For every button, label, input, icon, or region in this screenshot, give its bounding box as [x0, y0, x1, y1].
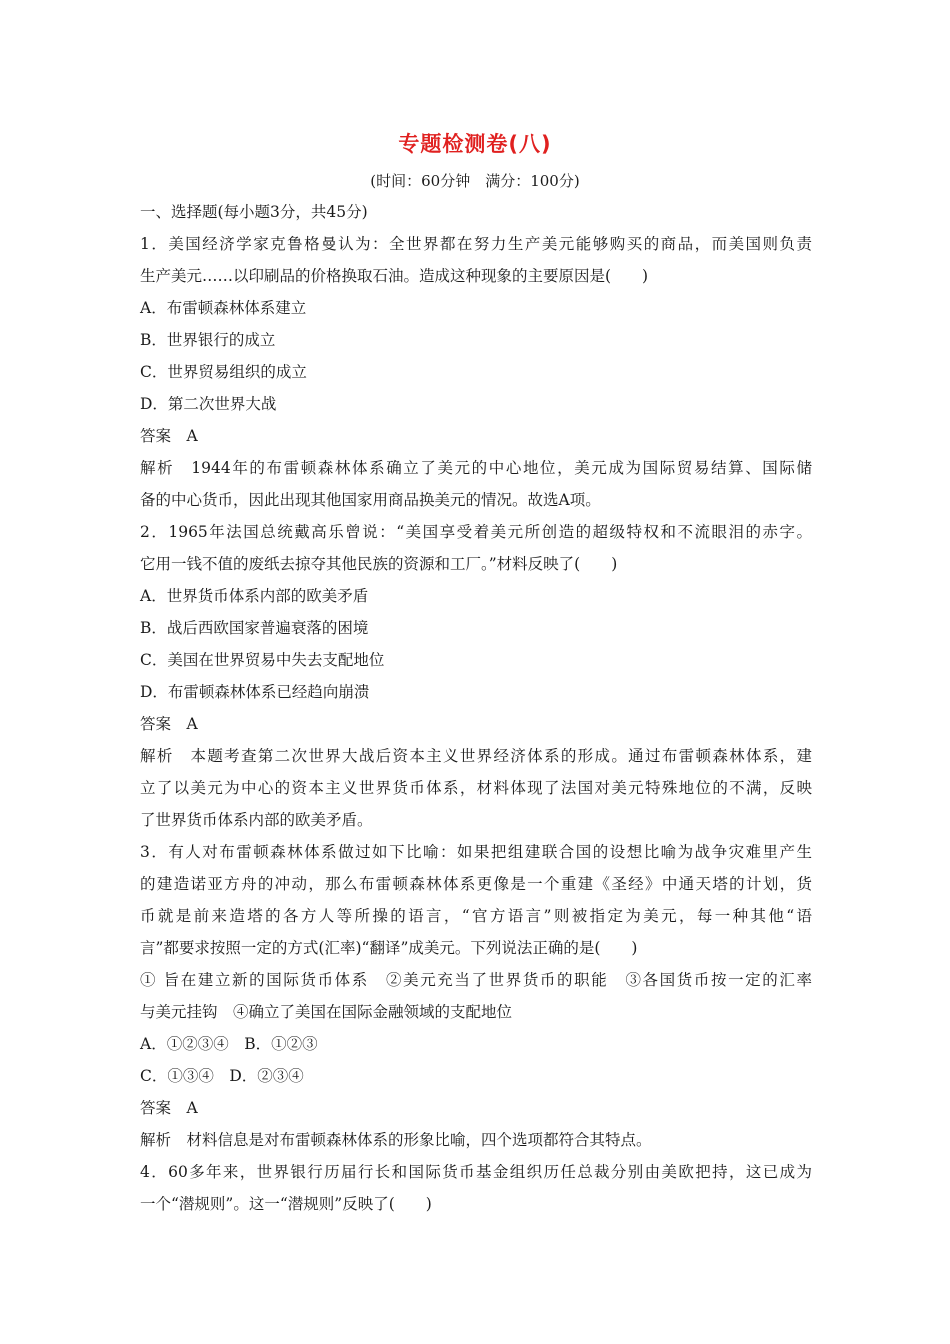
option-line: C．美国在世界贸易中失去支配地位: [140, 651, 385, 669]
text-line: 的建造诺亚方舟的冲动，那么布雷顿森林体系更像是一个重建《圣经》中通天塔的计划，货: [140, 875, 812, 893]
text-line: 一个“潜规则”。这一“潜规则”反映了( ): [140, 1195, 432, 1213]
analysis-line: 了世界货币体系内部的欧美矛盾。: [140, 811, 373, 829]
document-subtitle: (时间：60分钟 满分：100分): [370, 172, 580, 190]
option-line: B．战后西欧国家普遍衰落的困境: [140, 619, 369, 637]
section-heading: 一、选择题(每小题3分，共45分): [140, 203, 368, 221]
option-line: C．世界贸易组织的成立: [140, 363, 307, 381]
analysis-line: 解析 材料信息是对布雷顿森林体系的形象比喻，四个选项都符合其特点。: [140, 1131, 652, 1149]
answer-line: 答案 A: [140, 427, 198, 445]
text-line: 与美元挂钩 ④确立了美国在国际金融领域的支配地位: [140, 1003, 513, 1021]
option-line: B．世界银行的成立: [140, 331, 276, 349]
text-line: 3．有人对布雷顿森林体系做过如下比喻：如果把组建联合国的设想比喻为战争灾难里产生: [140, 843, 812, 861]
option-line: A．世界货币体系内部的欧美矛盾: [140, 587, 369, 605]
option-line: C．①③④ D．②③④: [140, 1067, 304, 1085]
document-title: 专题检测卷(八): [398, 132, 552, 156]
analysis-line: 解析 1944年的布雷顿森林体系确立了美元的中心地位，美元成为国际贸易结算、国际储: [140, 459, 812, 477]
text-line: 言”都要求按照一定的方式(汇率)“翻译”成美元。下列说法正确的是( ): [140, 939, 638, 957]
analysis-line: 立了以美元为中心的资本主义世界货币体系，材料体现了法国对美元特殊地位的不满，反映: [140, 779, 812, 797]
option-line: D．布雷顿森林体系已经趋向崩溃: [140, 683, 370, 701]
text-line: 1．美国经济学家克鲁格曼认为：全世界都在努力生产美元能够购买的商品，而美国则负责: [140, 235, 812, 253]
answer-line: 答案 A: [140, 715, 198, 733]
text-line: 2．1965年法国总统戴高乐曾说：“美国享受着美元所创造的超级特权和不流眼泪的赤字。: [140, 523, 812, 541]
answer-line: 答案 A: [140, 1099, 198, 1117]
option-line: A．①②③④ B．①②③: [140, 1035, 318, 1053]
text-line: 生产美元……以印刷品的价格换取石油。造成这种现象的主要原因是( ): [140, 267, 649, 285]
text-line: 4．60多年来，世界银行历届行长和国际货币基金组织历任总裁分别由美欧把持，这已成为: [140, 1163, 812, 1181]
text-line: 它用一钱不值的废纸去掠夺其他民族的资源和工厂。”材料反映了( ): [140, 555, 618, 573]
option-line: D．第二次世界大战: [140, 395, 277, 413]
option-line: A．布雷顿森林体系建立: [140, 299, 307, 317]
analysis-line: 备的中心货币，因此出现其他国家用商品换美元的情况。故选A项。: [140, 491, 601, 509]
text-line: ① 旨在建立新的国际货币体系 ②美元充当了世界货币的职能 ③各国货币按一定的汇率: [140, 971, 812, 989]
analysis-line: 解析 本题考查第二次世界大战后资本主义世界经济体系的形成。通过布雷顿森林体系，建: [140, 747, 812, 765]
text-line: 币就是前来造塔的各方人等所操的语言，“官方语言”则被指定为美元，每一种其他“语: [140, 907, 812, 925]
